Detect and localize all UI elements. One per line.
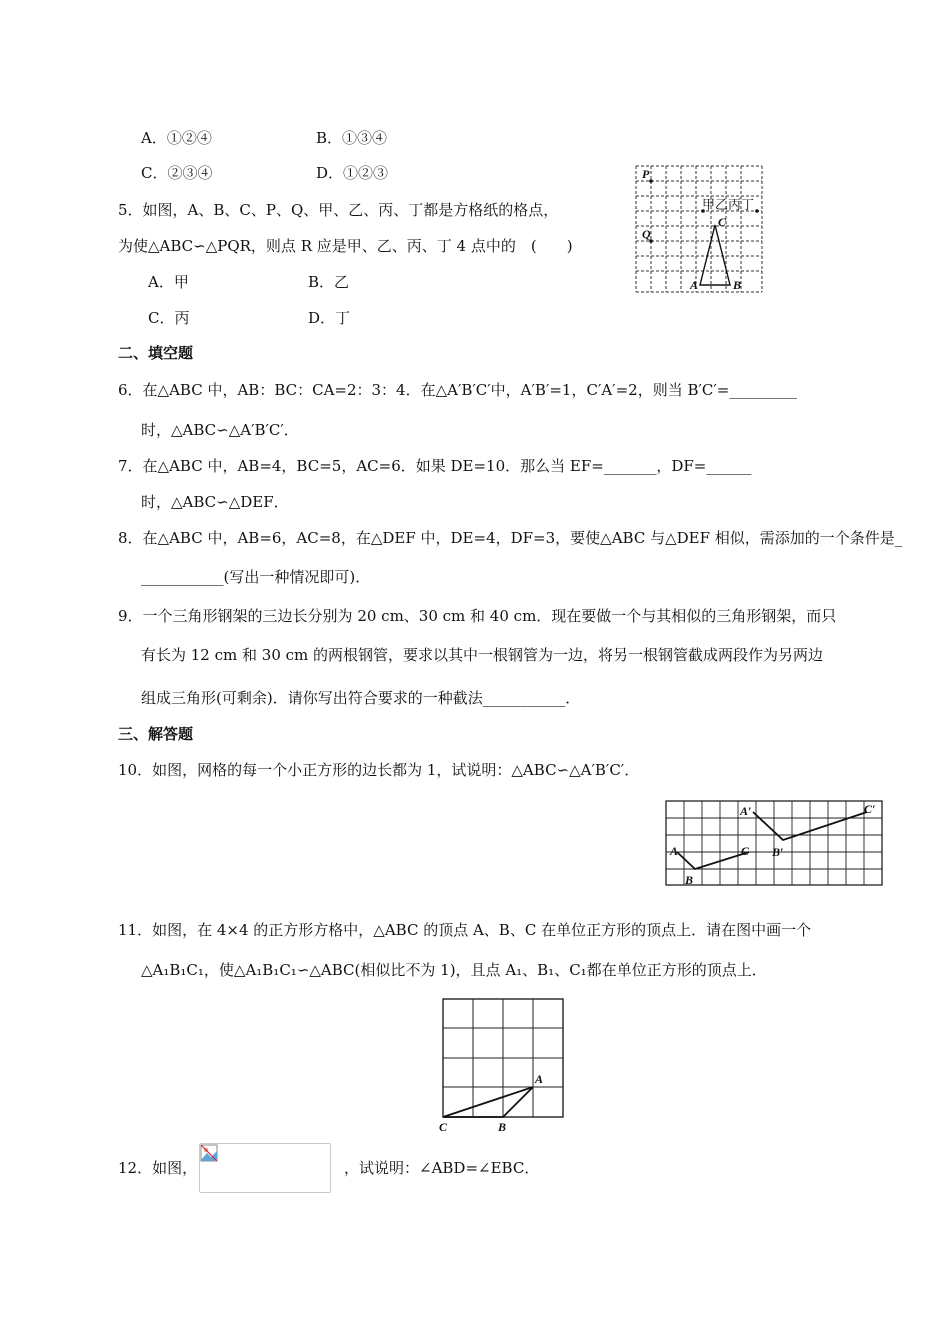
q5-line-2: 为使△ABC∽△PQR，则点 R 应是甲、乙、丙、丁 4 点中的 ( )	[118, 237, 573, 255]
broken-image-icon	[200, 1144, 218, 1162]
q10-label-c: C	[741, 844, 750, 858]
q11-triangle-abc	[443, 1087, 533, 1117]
q11-label-b: B	[498, 1120, 507, 1134]
q4-option-b: B．①③④	[316, 129, 388, 147]
q4-option-d: D．①②③	[316, 164, 389, 182]
q5-option-c: C．丙	[148, 309, 190, 327]
section-2-title: 二、填空题	[118, 344, 194, 362]
q5-label-a: A	[690, 278, 699, 292]
q5-label-c: C	[718, 215, 727, 229]
q9-line-1: 9．一个三角形钢架的三边长分别为 20 cm、30 cm 和 40 cm．现在要做一个与其相似的三角形钢架，而只	[118, 607, 837, 625]
q5-line-1: 5．如图，A、B、C、P、Q、甲、乙、丙、丁都是方格纸的格点，	[118, 201, 559, 219]
q7-line-2: 时，△ABC∽△DEF．	[141, 493, 289, 511]
q9-line-3: 组成三角形(可剩余)．请你写出符合要求的一种截法___________．	[141, 689, 581, 707]
q11-grid-lines	[443, 999, 563, 1117]
q10-grid-lines	[666, 801, 882, 885]
q5-label-b: B	[733, 278, 742, 292]
q11-line-1: 11．如图，在 4×4 的正方形方格中，△ABC 的顶点 A、B、C 在单位正方形的顶点上．请在图中画一个	[118, 921, 812, 939]
q8-line-1: 8．在△ABC 中，AB=6，AC=8，在△DEF 中，DE=4，DF=3，要使△ABC 与△DEF 相似，需添加的一个条件是_	[118, 529, 903, 547]
q10-grid-figure	[665, 800, 885, 888]
q11-label-c: C	[439, 1120, 448, 1134]
q10-label-a: A	[670, 844, 679, 858]
q7-line-1: 7．在△ABC 中，AB=4，BC=5，AC=6．如果 DE=10．那么当 EF=_______，DF=______	[118, 457, 752, 475]
q4-option-a: A．①②④	[141, 129, 212, 147]
q10-label-a-prime: A′	[740, 804, 752, 818]
q8-line-2: ___________(写出一种情况即可)．	[141, 568, 371, 586]
q5-option-a: A．甲	[148, 273, 189, 291]
q11-grid-figure	[432, 995, 572, 1137]
q4-option-c: C．②③④	[141, 164, 213, 182]
q5-point-ding	[755, 209, 759, 213]
q5-option-d: D．丁	[308, 309, 351, 327]
q11-label-a: A	[535, 1072, 544, 1086]
section-3-title: 三、解答题	[118, 725, 194, 743]
q10-label-b-prime: B′	[772, 845, 784, 859]
q5-point-p	[649, 179, 653, 183]
q10-line-1: 10．如图，网格的每一个小正方形的边长都为 1，试说明：△ABC∽△A′B′C′．	[118, 761, 640, 779]
q12-figure-placeholder	[199, 1143, 331, 1193]
q6-line-1: 6．在△ABC 中，AB：BC：CA=2：3：4．在△A′B′C′中，A′B′=1，C′A′=2，则当 B′C′=_________	[118, 381, 797, 399]
q5-option-b: B．乙	[308, 273, 350, 291]
q12-prefix: 12．如图，	[118, 1159, 198, 1177]
q5-grid-figure	[633, 163, 765, 295]
q11-line-2: △A₁B₁C₁，使△A₁B₁C₁∽△ABC(相似比不为 1)，且点 A₁、B₁、C₁都在单位正方形的顶点上．	[141, 961, 767, 979]
q10-label-c-prime: C′	[864, 802, 876, 816]
q5-label-q: Q	[642, 227, 651, 241]
q10-label-b: B	[685, 873, 694, 887]
q5-grid-lines	[636, 166, 762, 292]
q5-label-p: P	[642, 167, 650, 181]
q12-suffix: ，试说明：∠ABD=∠EBC．	[344, 1159, 540, 1177]
q6-line-2: 时，△ABC∽△A′B′C′．	[141, 421, 299, 439]
q9-line-2: 有长为 12 cm 和 30 cm 的两根钢管，要求以其中一根钢管为一边，将另一根钢管截成两段作为另两边	[141, 646, 824, 664]
q5-label-jia-yi-bing-ding: 甲乙丙丁	[702, 198, 755, 213]
